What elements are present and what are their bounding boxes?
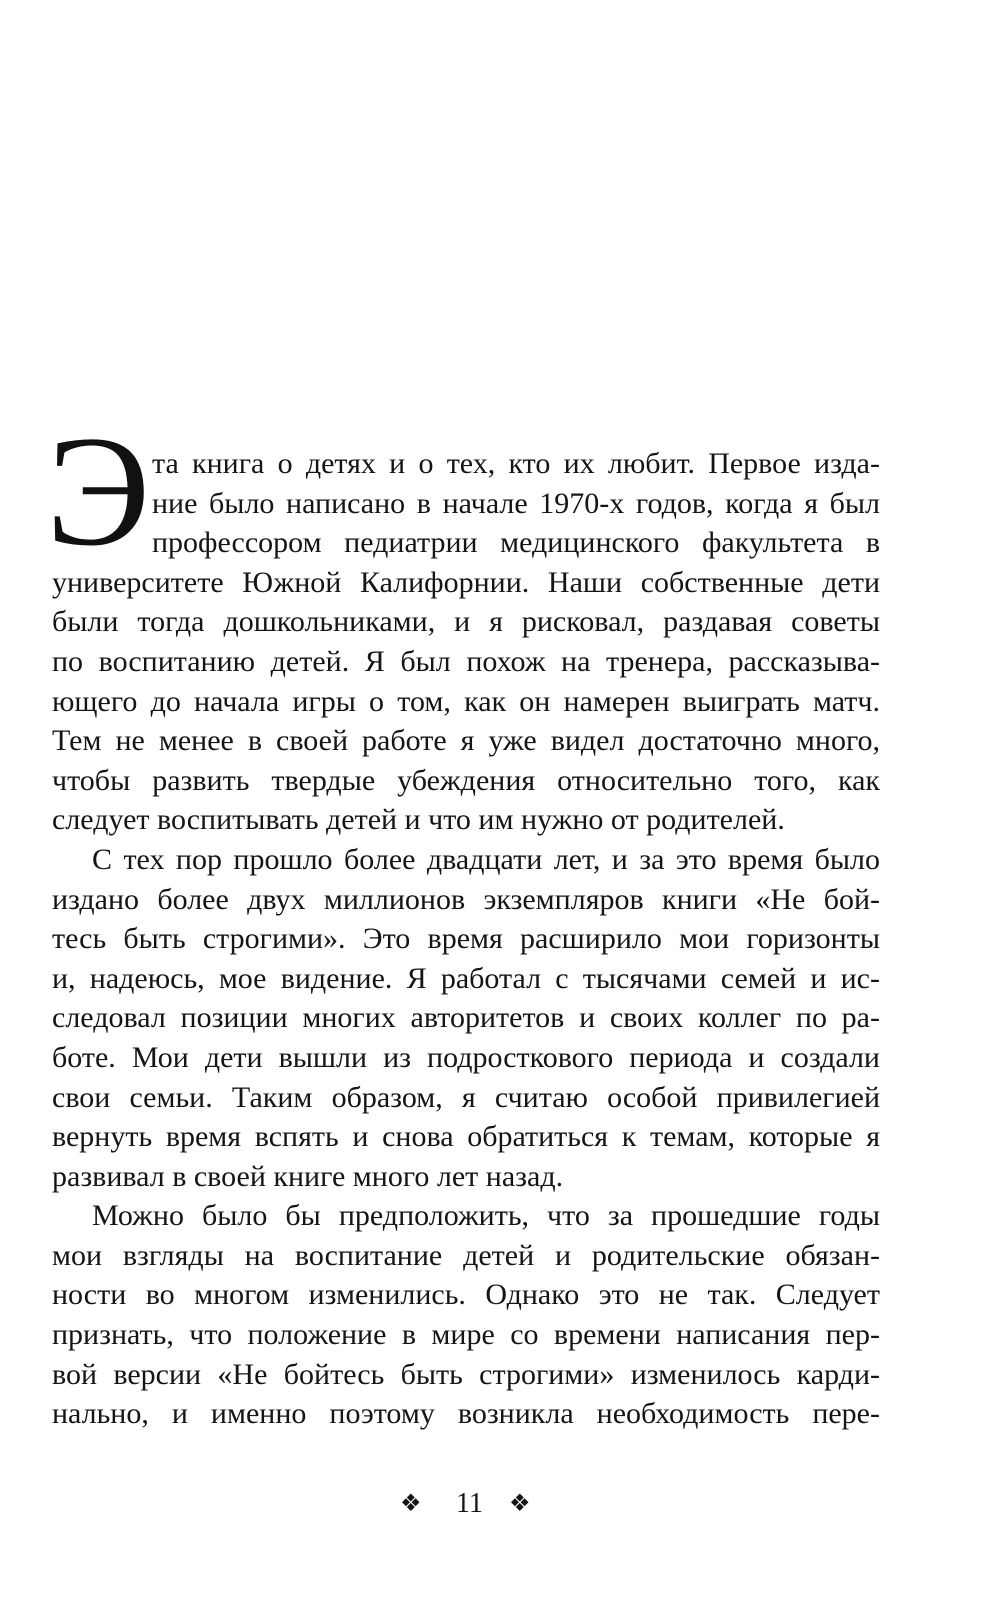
text-line: профессором педиатрии медицинского факультета в (152, 526, 880, 560)
ornament-left-icon: ❖ (400, 1491, 422, 1517)
text-line: и, надеюсь, мое видение. Я работал с тысячами семей и ис- (52, 961, 880, 995)
body-text (52, 444, 880, 1434)
text-line: издано более двух миллионов экземпляров книги «Не бой- (52, 882, 880, 916)
text-line: та книга о детях и о тех, кто их любит. Первое изда- (152, 447, 880, 480)
text-line: были тогда дошкольниками, и я рисковал, раздавая советы (52, 605, 880, 639)
text-line: чтобы развить твердые убеждения относительно того, как (52, 763, 880, 797)
text-line: С тех пор прошло более двадцати лет, и за это время было (92, 842, 880, 876)
text-line: Можно было бы предположить, что за прошедшие годы (92, 1199, 880, 1233)
text-line: тесь быть строгими». Это время расширило мои горизонты (52, 922, 880, 956)
text-line: мои взгляды на воспитание детей и родительские обязан- (52, 1238, 880, 1272)
text-line: свои семьи. Таким образом, я считаю особой привилегией (52, 1080, 880, 1114)
ornament-right-icon: ❖ (509, 1491, 531, 1517)
text-line: ности во многом изменились. Однако это не так. Следует (52, 1278, 880, 1312)
text-line: вернуть время вспять и снова обратиться к темам, которые я (52, 1120, 880, 1154)
text-line: боте. Мои дети вышли из подросткового периода и создали (52, 1040, 880, 1074)
text-line: вой версии «Не бойтесь быть строгими» изменилось карди- (52, 1357, 880, 1391)
text-line: Тем не менее в своей работе я уже видел достаточно много, (52, 724, 880, 758)
text-line: признать, что положение в мире со времени написания пер- (52, 1318, 880, 1352)
page-number: 11 (456, 1488, 483, 1519)
text-line: следует воспитывать детей и что им нужно от родителей. (52, 803, 785, 837)
text-line: ющего до начала игры о том, как он намерен выиграть матч. (52, 684, 880, 718)
text-line: университете Южной Калифорнии. Наши собственные дети (52, 565, 880, 599)
text-line: нально, и именно поэтому возникла необходимость пере- (52, 1397, 880, 1431)
text-line: развивал в своей книге много лет назад. (52, 1159, 564, 1193)
drop-cap: Э (46, 404, 151, 579)
text-line: по воспитанию детей. Я был похож на тренера, рассказыва- (52, 644, 880, 678)
text-line: следовал позиции многих авторитетов и своих коллег по ра- (52, 1001, 880, 1035)
text-line: ние было написано в начале 1970-х годов, когда я был (152, 486, 880, 520)
